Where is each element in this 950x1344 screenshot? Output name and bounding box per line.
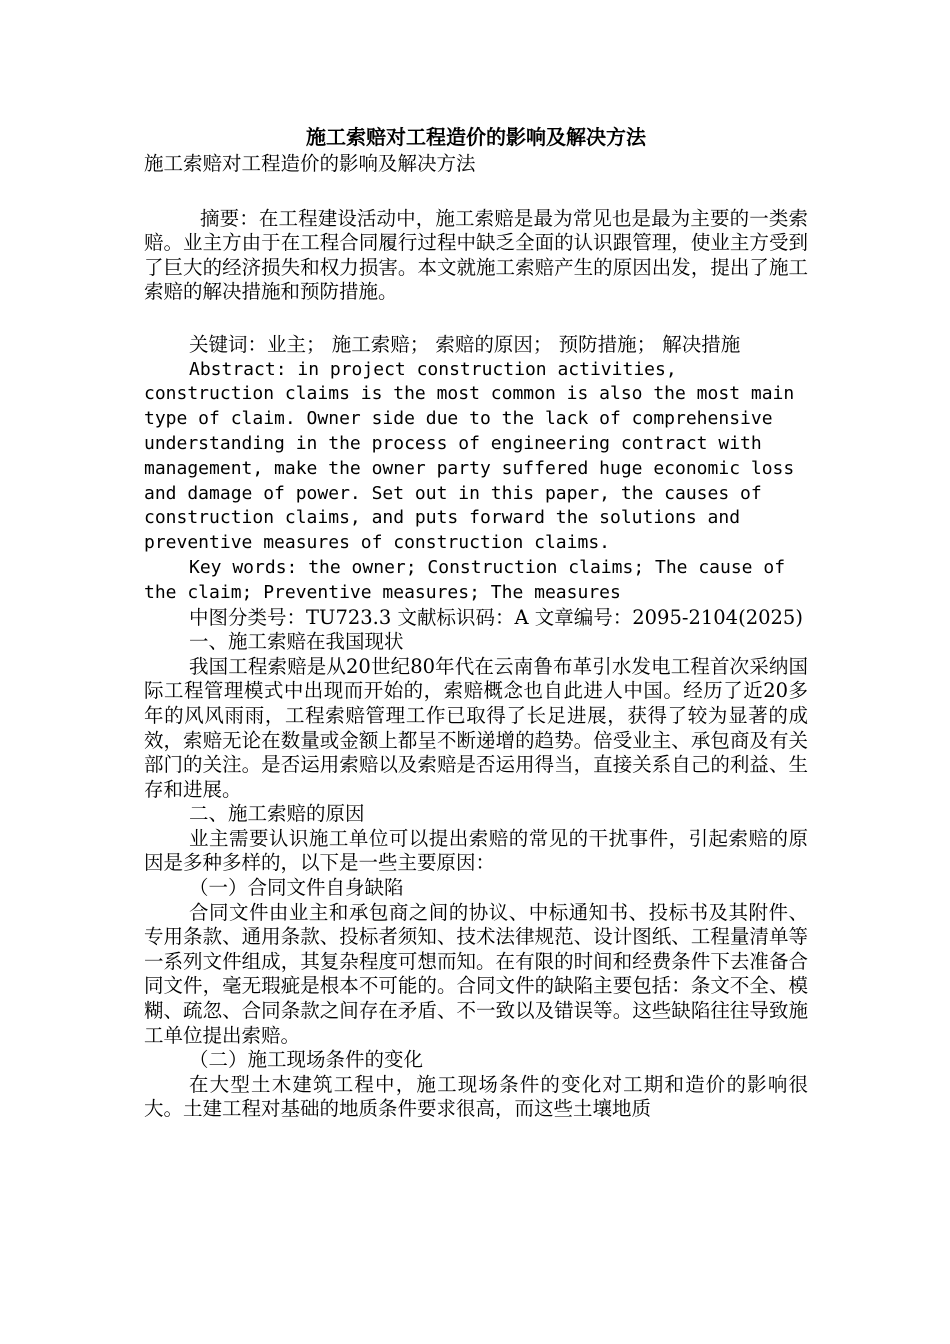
subsection-heading-2: （二）施工现场条件的变化 (189, 1048, 424, 1072)
abstract-chinese: 摘要：在工程建设活动中，施工索赔是最为常见也是最为主要的一类索赔。业主方由于在工程合同履行过程中缺乏全面的认识跟管理，使业主方受到了巨大的经济损失和权力损害。本文就施工索赔产生的原因出发，提出了施工索赔的解决措施和预防措施。 (144, 206, 808, 304)
classification-line: 中图分类号：TU723.3 文献标识码：A 文章编号：2095-2104(2025) (189, 605, 803, 629)
keywords-chinese: 关键词：业主； 施工索赔； 索赔的原因； 预防措施； 解决措施 (189, 332, 741, 356)
section-body-1: 我国工程索赔是从20世纪80年代在云南鲁布革引水发电工程首次采纳国际工程管理模式中出现而开始的，索赔概念也自此进人中国。经历了近20多年的风风雨雨，工程索赔管理工作已取得了长足进展，获得了较为显著的成效，索赔无论在数量或金额上都呈不断递增的趋势。倍受业主、承包商及有关部门的关注。是否运用索赔以及索赔是否运用得当，直接关系自己的利益、生存和进展。 (144, 654, 808, 801)
document-page (144, 122, 808, 1122)
section-heading-2: 二、施工索赔的原因 (189, 802, 365, 826)
section-intro-2: 业主需要认识施工单位可以提出索赔的常见的干扰事件，引起索赔的原因是多种多样的，以下是一些主要原因： (144, 826, 808, 875)
subsection-body-1: 合同文件由业主和承包商之间的协议、中标通知书、投标书及其附件、专用条款、通用条款、投标者须知、技术法律规范、设计图纸、工程量清单等一系列文件组成，其复杂程度可想而知。在有限的时间和经费条件下去准备合同文件，毫无瑕疵是根本不可能的。合同文件的缺陷主要包括：条文不全、模糊、疏忽、合同条款之间存在矛盾、不一致以及错误等。这些缺陷往往导致施工单位提出索赔。 (144, 900, 808, 1047)
abstract-english: Abstract: in project construction activities, construction claims is the most common is also the most main type of claim. Owner side due to the lack of comprehensive understanding in the process of engineering contract with management, make the owner party suffered huge economic loss and damage of power. Set out in this paper, the causes of construction claims, and puts forward the solutions and preventive measures of construction claims. (144, 358, 795, 554)
subsection-body-2: 在大型土木建筑工程中，施工现场条件的变化对工期和造价的影响很大。土建工程对基础的地质条件要求很高，而这些土壤地质 (144, 1072, 808, 1121)
keywords-english: Key words: the owner; Construction claims; The cause of the claim; Preventive measures; The measures (144, 556, 786, 603)
section-heading-1: 一、施工索赔在我国现状 (189, 630, 404, 654)
document-title: 施工索赔对工程造价的影响及解决方法 (306, 125, 646, 149)
subsection-heading-1: （一）合同文件自身缺陷 (189, 876, 404, 900)
document-subtitle: 施工索赔对工程造价的影响及解决方法 (144, 152, 476, 175)
